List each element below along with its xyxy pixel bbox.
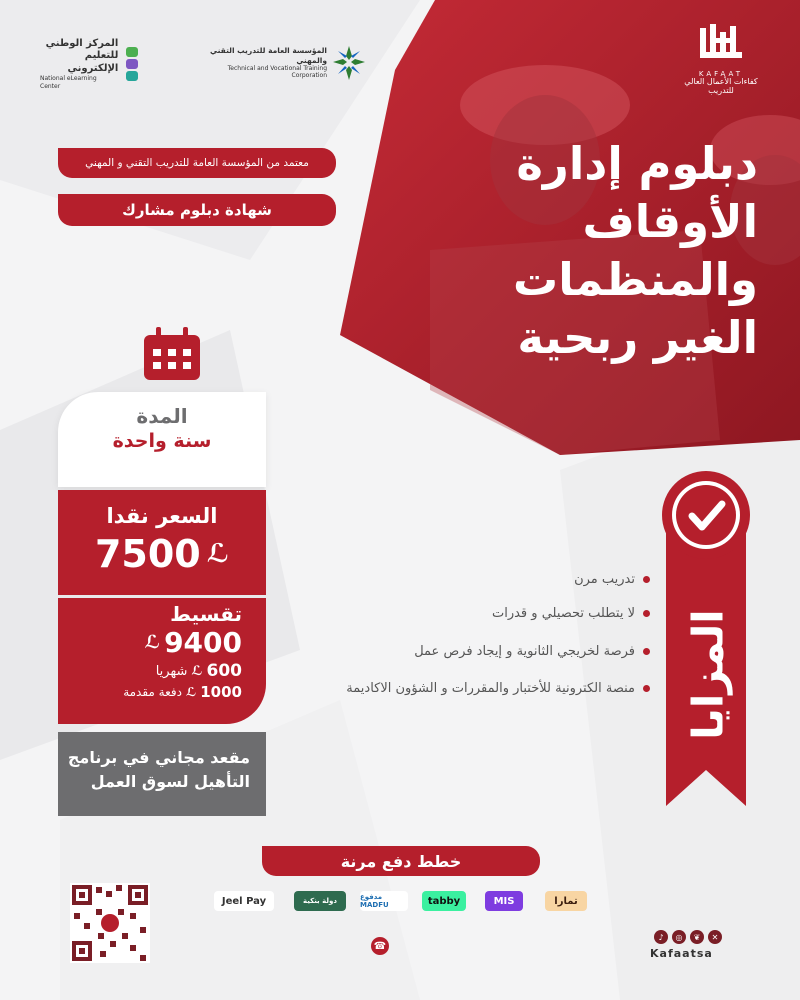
madfu-logo: مدفوع MADFU <box>360 891 408 911</box>
kafaat-name-ar: كفاءات الأعمال العالي للتدريب <box>684 77 758 95</box>
feature-text: منصة الكترونية للأختبار والمقررات و الشؤون الاكاديمة <box>346 681 635 696</box>
duration-value: سنة واحدة <box>112 430 212 452</box>
free-seat-line-1: مقعد مجاني في برنامج <box>67 748 250 767</box>
payment-plans-badge: خطط دفع مرنة <box>262 846 540 876</box>
nelc-name-ar: المركز الوطني للتعليم الإلكتروني <box>45 37 119 74</box>
duration-label: المدة <box>136 404 188 428</box>
free-seat-line-2: التأهيل لسوق العمل <box>90 772 250 791</box>
riyal-icon: ℒ <box>185 685 197 699</box>
cash-price-card <box>58 490 266 595</box>
bank-logo: دولة بنكية <box>294 891 346 911</box>
feature-item <box>492 606 650 621</box>
feature-text: لا يتطلب تحصيلي و قدرات <box>491 606 635 621</box>
nelc-logo <box>40 37 140 90</box>
duration-card <box>58 392 266 487</box>
qr-code <box>70 883 150 963</box>
x-icon[interactable]: ✕ <box>708 930 722 944</box>
tiktok-icon[interactable]: ♪ <box>654 930 668 944</box>
kafaat-name-en: KAFAAT <box>698 70 744 78</box>
title-line-1: دبلوم إدارة <box>516 137 758 190</box>
mis-logo: MIS <box>485 891 523 911</box>
cash-price-value: 7500 <box>94 532 201 576</box>
tvtc-name-en: Technical and Vocational Training Corporation <box>227 64 327 80</box>
title-line-3: والمنظمات <box>513 253 758 306</box>
page-title <box>428 135 758 367</box>
feature-text: تدريب مرن <box>574 572 635 587</box>
free-seat-card <box>58 732 266 816</box>
installment-down: 1000 <box>200 683 242 701</box>
accreditation-badge: معتمد من المؤسسة العامة للتدريب التقني و المهني <box>58 148 336 178</box>
calendar-icon <box>142 327 202 382</box>
jeelpay-logo: Jeel Pay <box>214 891 274 911</box>
bullet-icon <box>643 648 650 655</box>
feature-text: فرصة لخريجي الثانوية و إيجاد فرص عمل <box>414 644 635 659</box>
installment-monthly-label: شهريا <box>155 663 188 679</box>
tabby-logo: tabby <box>422 891 466 911</box>
tvtc-logo <box>192 40 367 86</box>
whatsapp-icon[interactable]: ☎ <box>371 937 389 955</box>
tvtc-emblem-icon <box>333 46 365 80</box>
installment-monthly: 600 <box>206 661 242 681</box>
title-line-2: الأوقاف <box>582 195 758 248</box>
feature-item <box>574 572 650 587</box>
kafaat-emblem-icon <box>696 22 746 66</box>
features-label: المزايا <box>683 609 733 740</box>
feature-item <box>414 644 650 659</box>
snapchat-icon[interactable]: ❦ <box>690 930 704 944</box>
certificate-badge: شهادة دبلوم مشارك <box>58 194 336 226</box>
title-line-4: الغير ربحية <box>517 311 758 364</box>
kafaat-logo <box>678 22 764 100</box>
riyal-icon: ℒ <box>144 632 161 653</box>
installment-total: 9400 <box>164 626 242 659</box>
social-handle: Kafaatsa <box>650 947 713 960</box>
social-links <box>654 930 722 944</box>
installment-label: تقسيط <box>170 602 242 626</box>
bullet-icon <box>643 685 650 692</box>
riyal-icon: ℒ <box>206 539 230 569</box>
bullet-icon <box>643 576 650 583</box>
tamara-logo: تمارا <box>545 891 587 911</box>
installment-card <box>58 598 266 724</box>
feature-item <box>346 681 650 696</box>
tvtc-name-ar: المؤسسة العامة للتدريب التقني والمهني <box>210 46 327 65</box>
cash-price-label: السعر نقدا <box>106 504 218 528</box>
riyal-icon: ℒ <box>191 663 203 679</box>
bullet-icon <box>643 610 650 617</box>
installment-down-label: دفعة مقدمة <box>123 685 182 699</box>
instagram-icon[interactable]: ◎ <box>672 930 686 944</box>
nelc-name-en: National eLearning Center <box>40 75 97 90</box>
nelc-emblem-icon <box>124 47 140 81</box>
